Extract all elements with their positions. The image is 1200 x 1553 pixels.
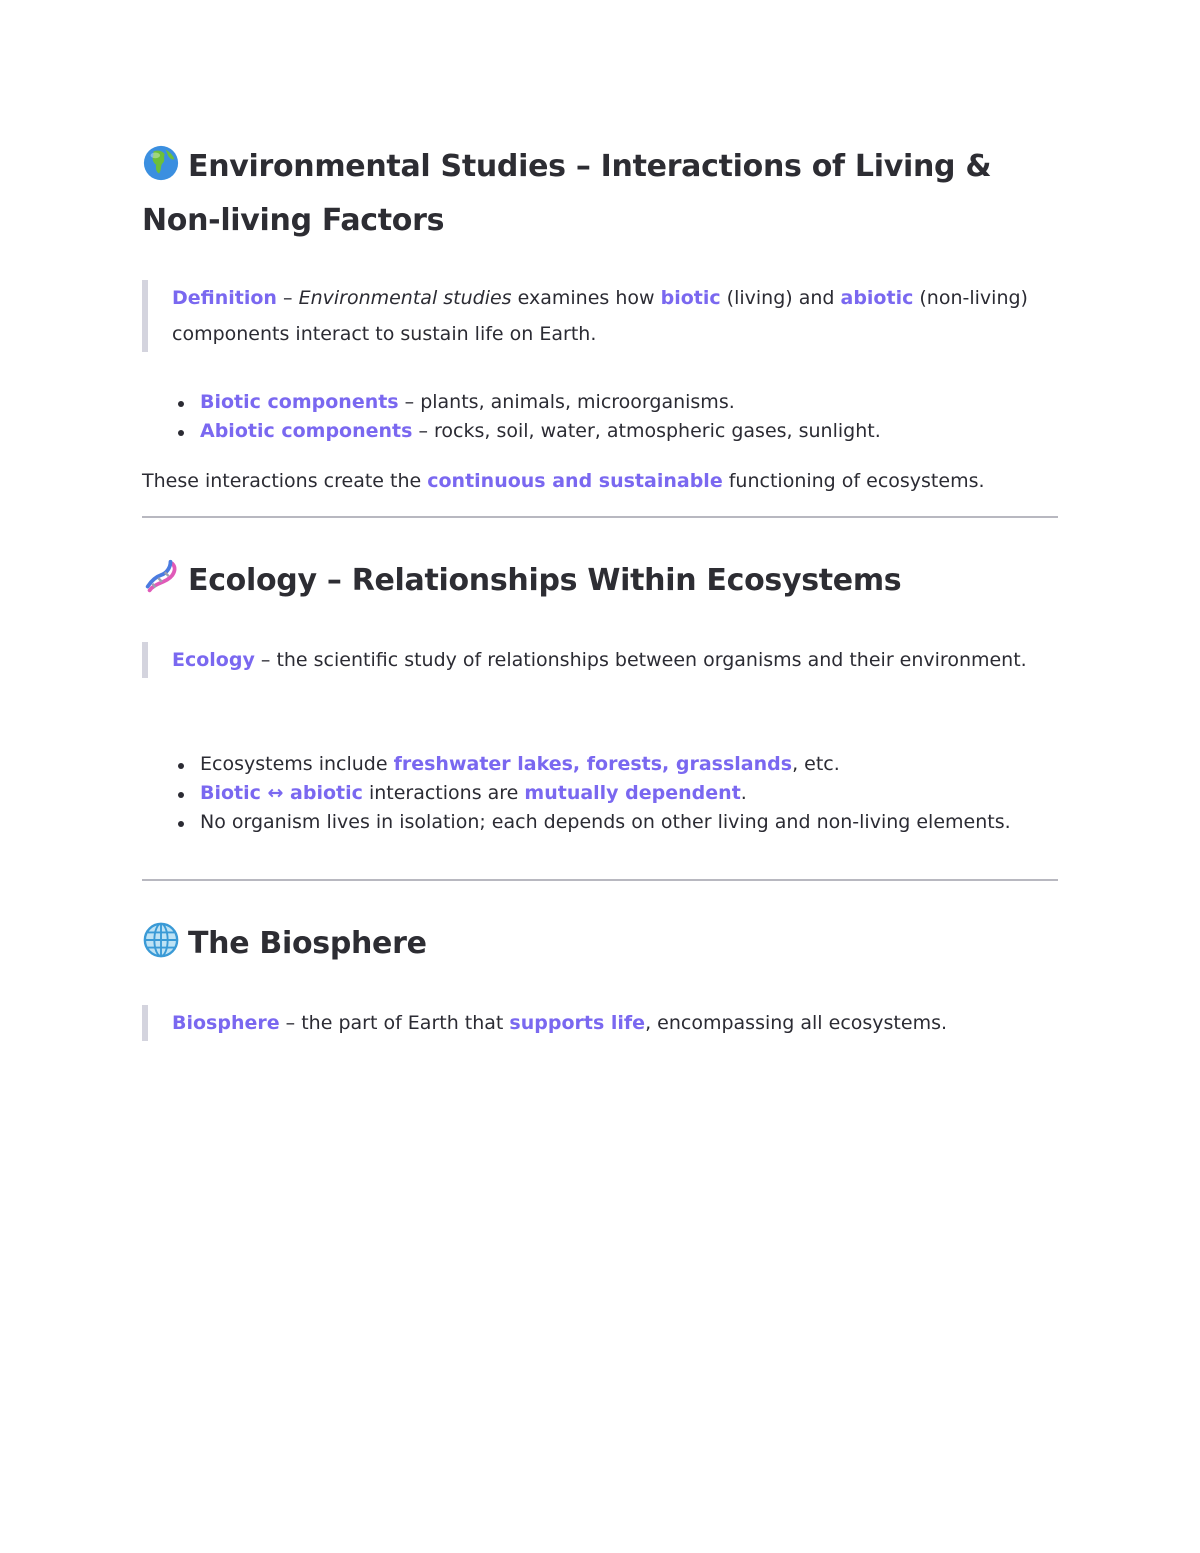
section-heading-biosphere: [142, 921, 1058, 966]
text-span: examines how: [511, 287, 661, 309]
list-item: [142, 779, 1022, 808]
section-divider: [142, 879, 1058, 881]
list-item-text: , etc.: [792, 753, 840, 775]
list-item: [142, 388, 1022, 417]
list-item-text: No organism lives in isolation; each depends on other living and non-living elements.: [200, 811, 1011, 833]
globe-europe-africa-icon: [142, 144, 180, 182]
globe-meridians-icon: [142, 921, 180, 959]
list-item-text: .: [740, 782, 747, 804]
text-span: functioning of ecosystems.: [722, 470, 985, 492]
section-heading-text: Environmental Studies – Interactions of Living & Non-living Factors: [142, 149, 992, 238]
definition-callout: [142, 280, 1052, 352]
section-heading-ecology: [142, 558, 1058, 603]
text-span: – the part of Earth that: [279, 1012, 510, 1034]
highlight-term: continuous and sustainable: [427, 470, 723, 492]
list-item-term: Biotic components: [200, 391, 399, 413]
biotic-term: biotic: [660, 287, 721, 309]
text-span: These interactions create the: [142, 470, 428, 492]
text-span: (living) and: [720, 287, 841, 309]
biosphere-term: Biosphere: [172, 1012, 280, 1034]
list-item: [142, 417, 1022, 446]
ecology-term: Ecology: [172, 649, 255, 671]
dna-icon: [142, 558, 180, 596]
list-item: [142, 750, 1022, 779]
list-item-term: Abiotic components: [200, 420, 413, 442]
list-item-text: interactions are: [362, 782, 525, 804]
text-span: –: [276, 287, 299, 309]
ecosystems-list: [142, 750, 1022, 837]
section-heading-environmental-studies: [142, 140, 1058, 248]
text-span: , encompassing all ecosystems.: [645, 1012, 948, 1034]
supports-life-term: supports life: [509, 1012, 646, 1034]
definition-term: Definition: [172, 287, 277, 309]
list-item-text: – rocks, soil, water, atmospheric gases, sunlight.: [412, 420, 881, 442]
italic-term: Environmental studies: [298, 287, 512, 309]
list-item-text: – plants, animals, microorganisms.: [398, 391, 735, 413]
text-span: (non-living) components interact to sustain life on Earth.: [172, 287, 1028, 345]
components-list: [142, 388, 1022, 446]
list-item-text: Ecosystems include: [200, 753, 394, 775]
ecology-callout: [142, 642, 1052, 678]
list-item-term: freshwater lakes, forests, grasslands: [393, 753, 793, 775]
section-heading-text: Ecology – Relationships Within Ecosystems: [188, 563, 902, 598]
list-item-term: Biotic ↔ abiotic: [200, 782, 363, 804]
biosphere-callout: [142, 1005, 1052, 1041]
abiotic-term: abiotic: [840, 287, 914, 309]
section-heading-text: The Biosphere: [188, 926, 427, 961]
list-item-term: mutually dependent: [524, 782, 741, 804]
summary-paragraph: [142, 466, 1058, 496]
section-divider: [142, 516, 1058, 518]
list-item: [142, 808, 1022, 837]
text-span: – the scientific study of relationships between organisms and their environment.: [254, 649, 1027, 671]
